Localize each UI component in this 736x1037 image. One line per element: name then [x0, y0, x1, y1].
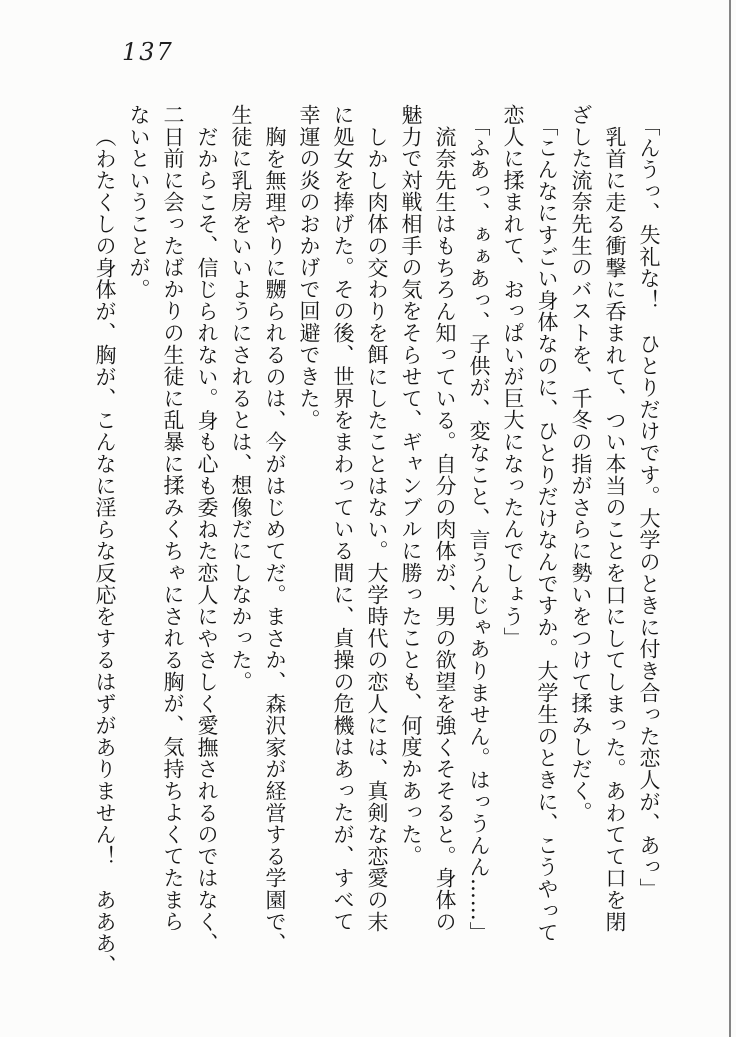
text-line: 魅力で対戦相手の気をそらせて、ギャンブルに勝ったことも、何度かあった。 [399, 104, 423, 867]
text-line: だからこそ、信じられない。身も心も委ねた恋人にやさしく愛撫されるのではなく、 [195, 126, 219, 955]
text-line: ざした流奈先生のバストを、千冬の指がさらに勢いをつけて揉みしだく。 [569, 104, 593, 824]
text-line: 「んうっ、失礼な！ ひとりだけです。大学のときに付き合った恋人が、あっ」 [637, 115, 661, 900]
novel-text-block [86, 104, 666, 977]
text-line: 二日前に会ったばかりの生徒に乱暴に揉みくちゃにされる胸が、気持ちよくてたまら [161, 104, 185, 933]
page-number: 137 [122, 38, 174, 66]
text-line: 恋人に揉まれて、おっぱいが巨大になったんでしょう」 [501, 104, 525, 649]
text-line: 胸を無理やりに嬲られるのは、今がはじめてだ。まさか、森沢家が経営する学園で、 [263, 126, 287, 955]
text-line: （わたくしの身体が、胸が、こんなに淫らな反応をするはずがありません！ あああ、 [93, 126, 117, 977]
text-line: ないということが。 [127, 104, 151, 301]
text-line: 流奈先生はもちろん知っている。自分の肉体が、男の欲望を強くそそると。身体の [433, 126, 457, 933]
text-line: 生徒に乳房をいいようにされるとは、想像だにしなかった。 [229, 104, 253, 693]
text-line: 乳首に走る衝撃に呑まれて、つい本当のことを口にしてしまった。あわてて口を閉 [603, 126, 627, 933]
text-line: に処女を捧げた。その後、世界をまわっている間に、貞操の危機はあったが、すべて [331, 104, 355, 933]
text-line: 幸運の炎のおかげで回避できた。 [297, 104, 321, 431]
page-edge-line [729, 0, 731, 1037]
text-line: 「こんなにすごい身体なのに、ひとりだけなんですか。大学生のときに、こうやって [535, 115, 559, 944]
text-line: しかし肉体の交わりを餌にしたことはない。大学時代の恋人には、真剣な恋愛の末 [365, 126, 389, 933]
text-line: 「ふあっ、ぁぁあっ、子供が、変なこと、言うんじゃありません。はっうんん……」 [467, 115, 491, 944]
